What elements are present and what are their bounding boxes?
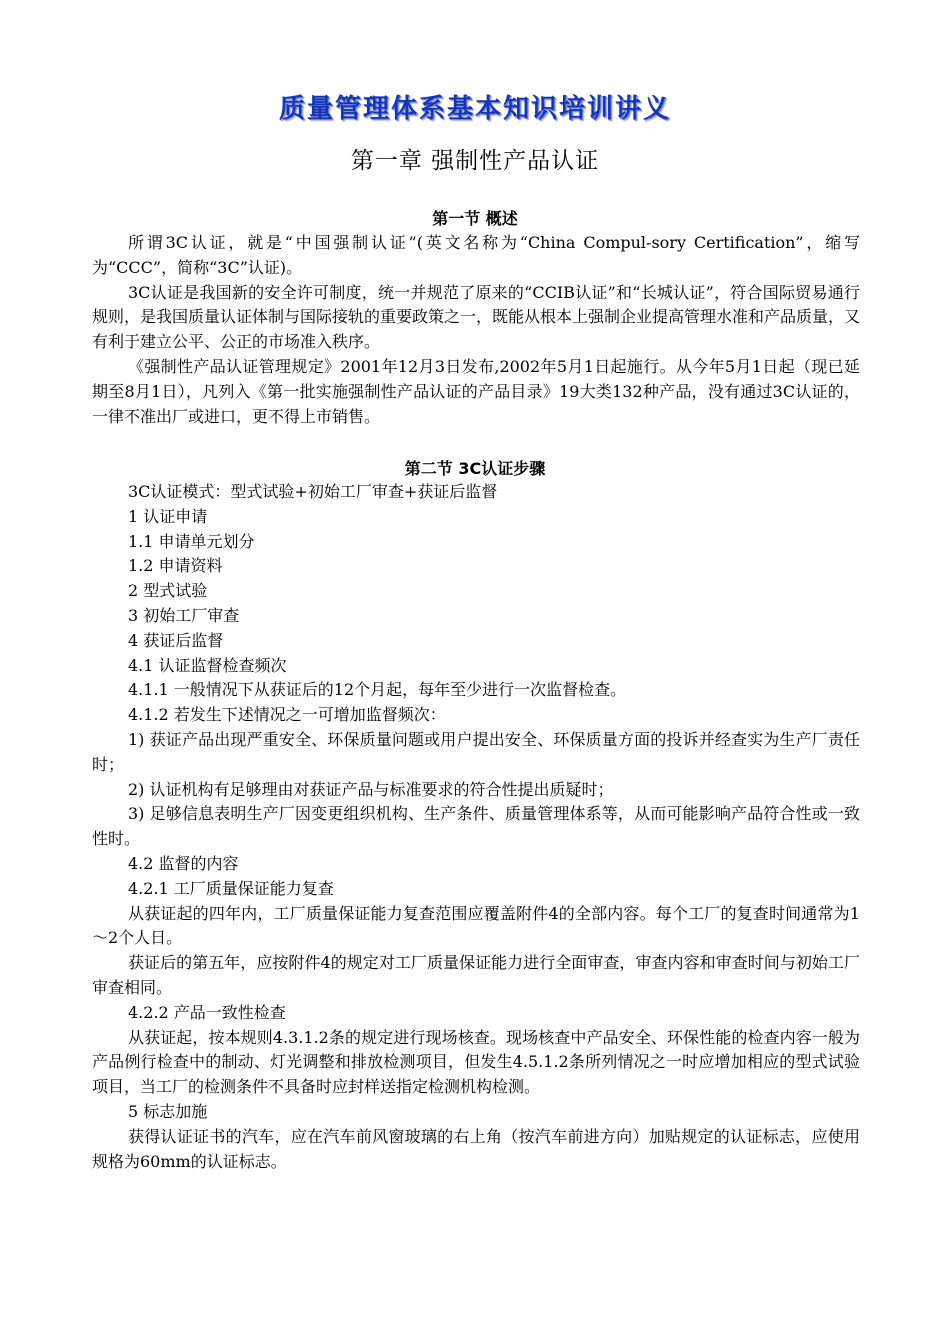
paragraph: 4.1.1 一般情况下从获证后的12个月起，每年至少进行一次监督检查。 xyxy=(128,680,627,700)
paragraph: 《强制性产品认证管理规定》2001年12月3日发布,2002年5月1日起施行。从今年5月1日起（现已延期至8月1日），凡列入《第一批实施强制性产品认证的产品目录》19大类132种产品，没有通过3C认证的，一律不准出厂或进口，更不得上市销售。 xyxy=(92,356,860,426)
paragraph: 2 型式试验 xyxy=(128,581,208,601)
paragraph: 所谓3C认证，就是“中国强制认证”(英文名称为“China Compul-sory Certification”，缩写为“CCC”，简称“3C”认证)。 xyxy=(92,233,860,277)
paragraph: 获得认证证书的汽车，应在汽车前风窗玻璃的右上角（按汽车前进方向）加贴规定的认证标志，应使用规格为60mm的认证标志。 xyxy=(92,1126,860,1171)
section1-heading: 第一节 概述 xyxy=(432,209,518,228)
paragraph: 4.2 监督的内容 xyxy=(128,853,239,873)
document-title: 质量管理体系基本知识培训讲义 xyxy=(278,94,671,124)
paragraph: 1.2 申请资料 xyxy=(128,556,223,576)
paragraph: 5 标志加施 xyxy=(128,1101,208,1121)
paragraph: 4.2.1 工厂质量保证能力复查 xyxy=(128,878,334,898)
paragraph: 2) 认证机构有足够理由对获证产品与标准要求的符合性提出质疑时； xyxy=(128,779,614,799)
paragraph: 4.1.2 若发生下述情况之一可增加监督频次： xyxy=(128,705,446,725)
paragraph: 3) 足够信息表明生产厂因变更组织机构、生产条件、质量管理体系等，从而可能影响产品符合性或一致性时。 xyxy=(92,804,860,849)
paragraph: 获证后的第五年，应按附件4的规定对工厂质量保证能力进行全面审查，审查内容和审查时间与初始工厂审查相同。 xyxy=(92,953,860,997)
paragraph: 3C认证模式：型式试验+初始工厂审查+获证后监督 xyxy=(128,482,498,501)
paragraph: 4 获证后监督 xyxy=(128,630,224,650)
paragraph: 1 认证申请 xyxy=(128,506,208,526)
paragraph: 1.1 申请单元划分 xyxy=(128,531,255,551)
paragraph: 从获证起的四年内，工厂质量保证能力复查范围应覆盖附件4的全部内容。每个工厂的复查时间通常为1～2个人日。 xyxy=(92,903,860,948)
section2-body xyxy=(92,480,860,1174)
paragraph: 3C认证是我国新的安全许可制度，统一并规范了原来的“CCIB认证”和“长城认证”，符合国际贸易通行规则，是我国质量认证体制与国际接轨的重要政策之一，既能从根本上强制企业提高管理水准和产品质量，又有利于建立公平、公正的市场准入秩序。 xyxy=(92,282,861,352)
chapter-title: 第一章 强制性产品认证 xyxy=(350,148,600,174)
paragraph: 4.2.2 产品一致性检查 xyxy=(128,1002,286,1022)
section2-heading: 第二节 3C认证步骤 xyxy=(404,459,546,478)
paragraph: 1) 获证产品出现严重安全、环保质量问题或用户提出安全、环保质量方面的投诉并经查实为生产厂责任时； xyxy=(92,729,860,774)
paragraph: 4.1 认证监督检查频次 xyxy=(128,655,287,675)
paragraph: 3 初始工厂审查 xyxy=(128,605,240,625)
paragraph: 从获证起，按本规则4.3.1.2条的规定进行现场核查。现场核查中产品安全、环保性能的检查内容一般为产品例行检查中的制动、灯光调整和排放检测项目，但发生4.5.1.2条所列情况之一时应增加相应的型式试验项目，当工厂的检测条件不具备时应封样送指定检测机构检测。 xyxy=(92,1027,860,1097)
section1-body xyxy=(92,231,860,429)
